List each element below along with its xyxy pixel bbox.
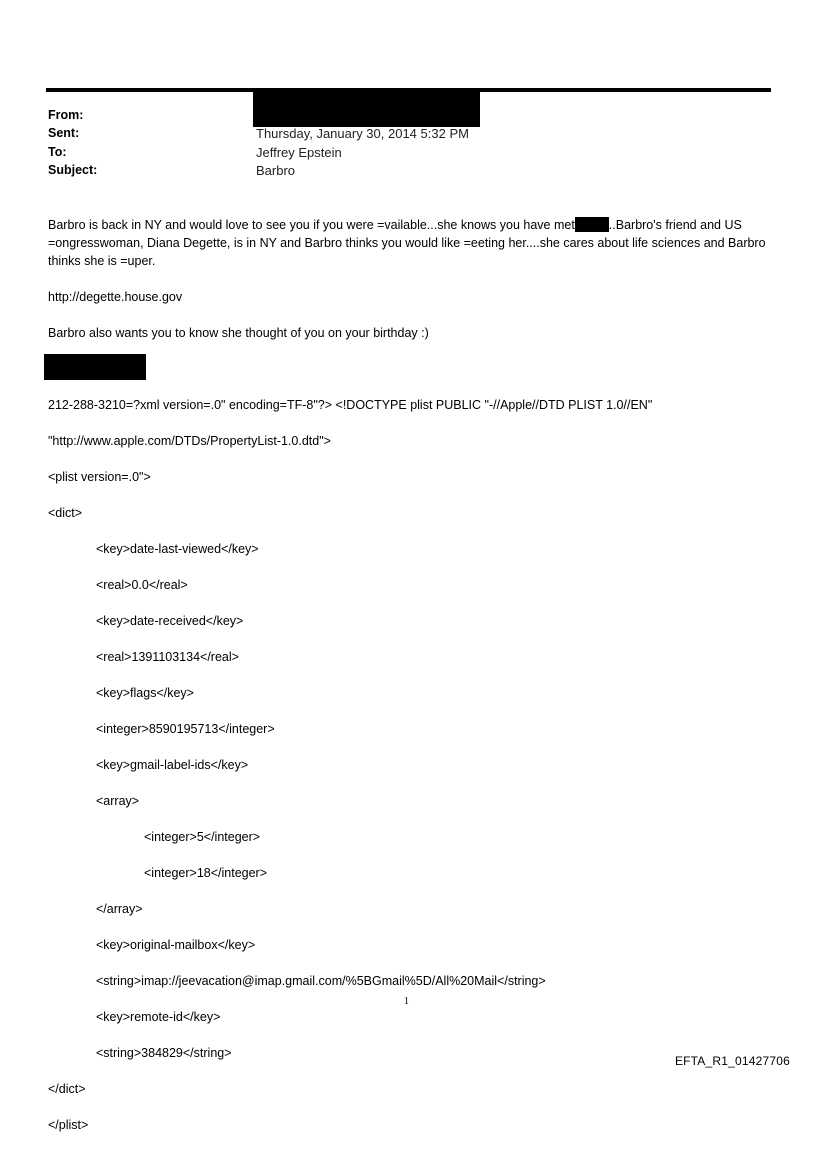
document-id: EFTA_R1_01427706 bbox=[674, 1054, 790, 1068]
plist-line: <string>384829</string> bbox=[96, 1046, 232, 1060]
from-label: From: bbox=[48, 108, 84, 122]
plist-line: <key>date-last-viewed</key> bbox=[96, 542, 259, 556]
plist-line: <real>1391103134</real> bbox=[96, 650, 239, 664]
plist-line: <key>date-received</key> bbox=[96, 614, 244, 628]
page-number: 1 bbox=[404, 996, 409, 1007]
to-label: To: bbox=[48, 145, 67, 159]
plist-line: <integer>18</integer> bbox=[144, 866, 268, 880]
signature-redaction bbox=[44, 354, 146, 380]
plist-line: <key>original-mailbox</key> bbox=[96, 938, 256, 952]
plist-line: "http://www.apple.com/DTDs/PropertyList-1.0.dtd"> bbox=[48, 434, 331, 448]
plist-line: </plist> bbox=[48, 1118, 89, 1132]
plist-line: <integer>8590195713</integer> bbox=[96, 722, 275, 736]
plist-line: <string>imap://jeevacation@imap.gmail.com/%5BGmail%5D/All%20Mail</string> bbox=[96, 974, 546, 988]
to-value: Jeffrey Epstein bbox=[256, 145, 342, 160]
plist-line: <real>0.0</real> bbox=[96, 578, 188, 592]
plist-line: <plist version=.0"> bbox=[48, 470, 151, 484]
plist-line: </array> bbox=[96, 902, 143, 916]
plist-line: <key>flags</key> bbox=[96, 686, 194, 700]
plist-line: <dict> bbox=[48, 506, 83, 520]
paragraph-1-end: ..Barbro's friend and US =ongresswoman, Diana Degette, is in NY and Barbro thinks you would like =eeting her....she cares about life sciences and Barbro thinks she is =uper. bbox=[48, 218, 766, 268]
from-redaction bbox=[253, 92, 480, 127]
name-redaction bbox=[575, 217, 609, 232]
plist-line: <key>gmail-label-ids</key> bbox=[96, 758, 249, 772]
plist-line: <integer>5</integer> bbox=[144, 830, 261, 844]
paragraph-1-start: Barbro is back in NY and would love to see you if you were =vailable...she knows you have met bbox=[48, 218, 575, 232]
body-paragraph-1 bbox=[48, 216, 773, 270]
plist-line: </dict> bbox=[48, 1082, 86, 1096]
plist-line: <array> bbox=[96, 794, 140, 808]
plist-block bbox=[48, 378, 652, 1152]
body-paragraph-3: Barbro also wants you to know she thought of you on your birthday :) bbox=[48, 326, 429, 340]
plist-line: <key>remote-id</key> bbox=[96, 1010, 221, 1024]
plist-line: 212-288-3210=?xml version=.0" encoding=TF-8"?> <!DOCTYPE plist PUBLIC "-//Apple//DTD PLIST 1.0//EN" bbox=[48, 398, 653, 412]
sent-value: Thursday, January 30, 2014 5:32 PM bbox=[256, 126, 469, 141]
subject-label: Subject: bbox=[48, 163, 98, 177]
sent-label: Sent: bbox=[48, 126, 80, 140]
degette-link[interactable]: http://degette.house.gov bbox=[48, 290, 183, 304]
subject-value: Barbro bbox=[256, 163, 296, 178]
